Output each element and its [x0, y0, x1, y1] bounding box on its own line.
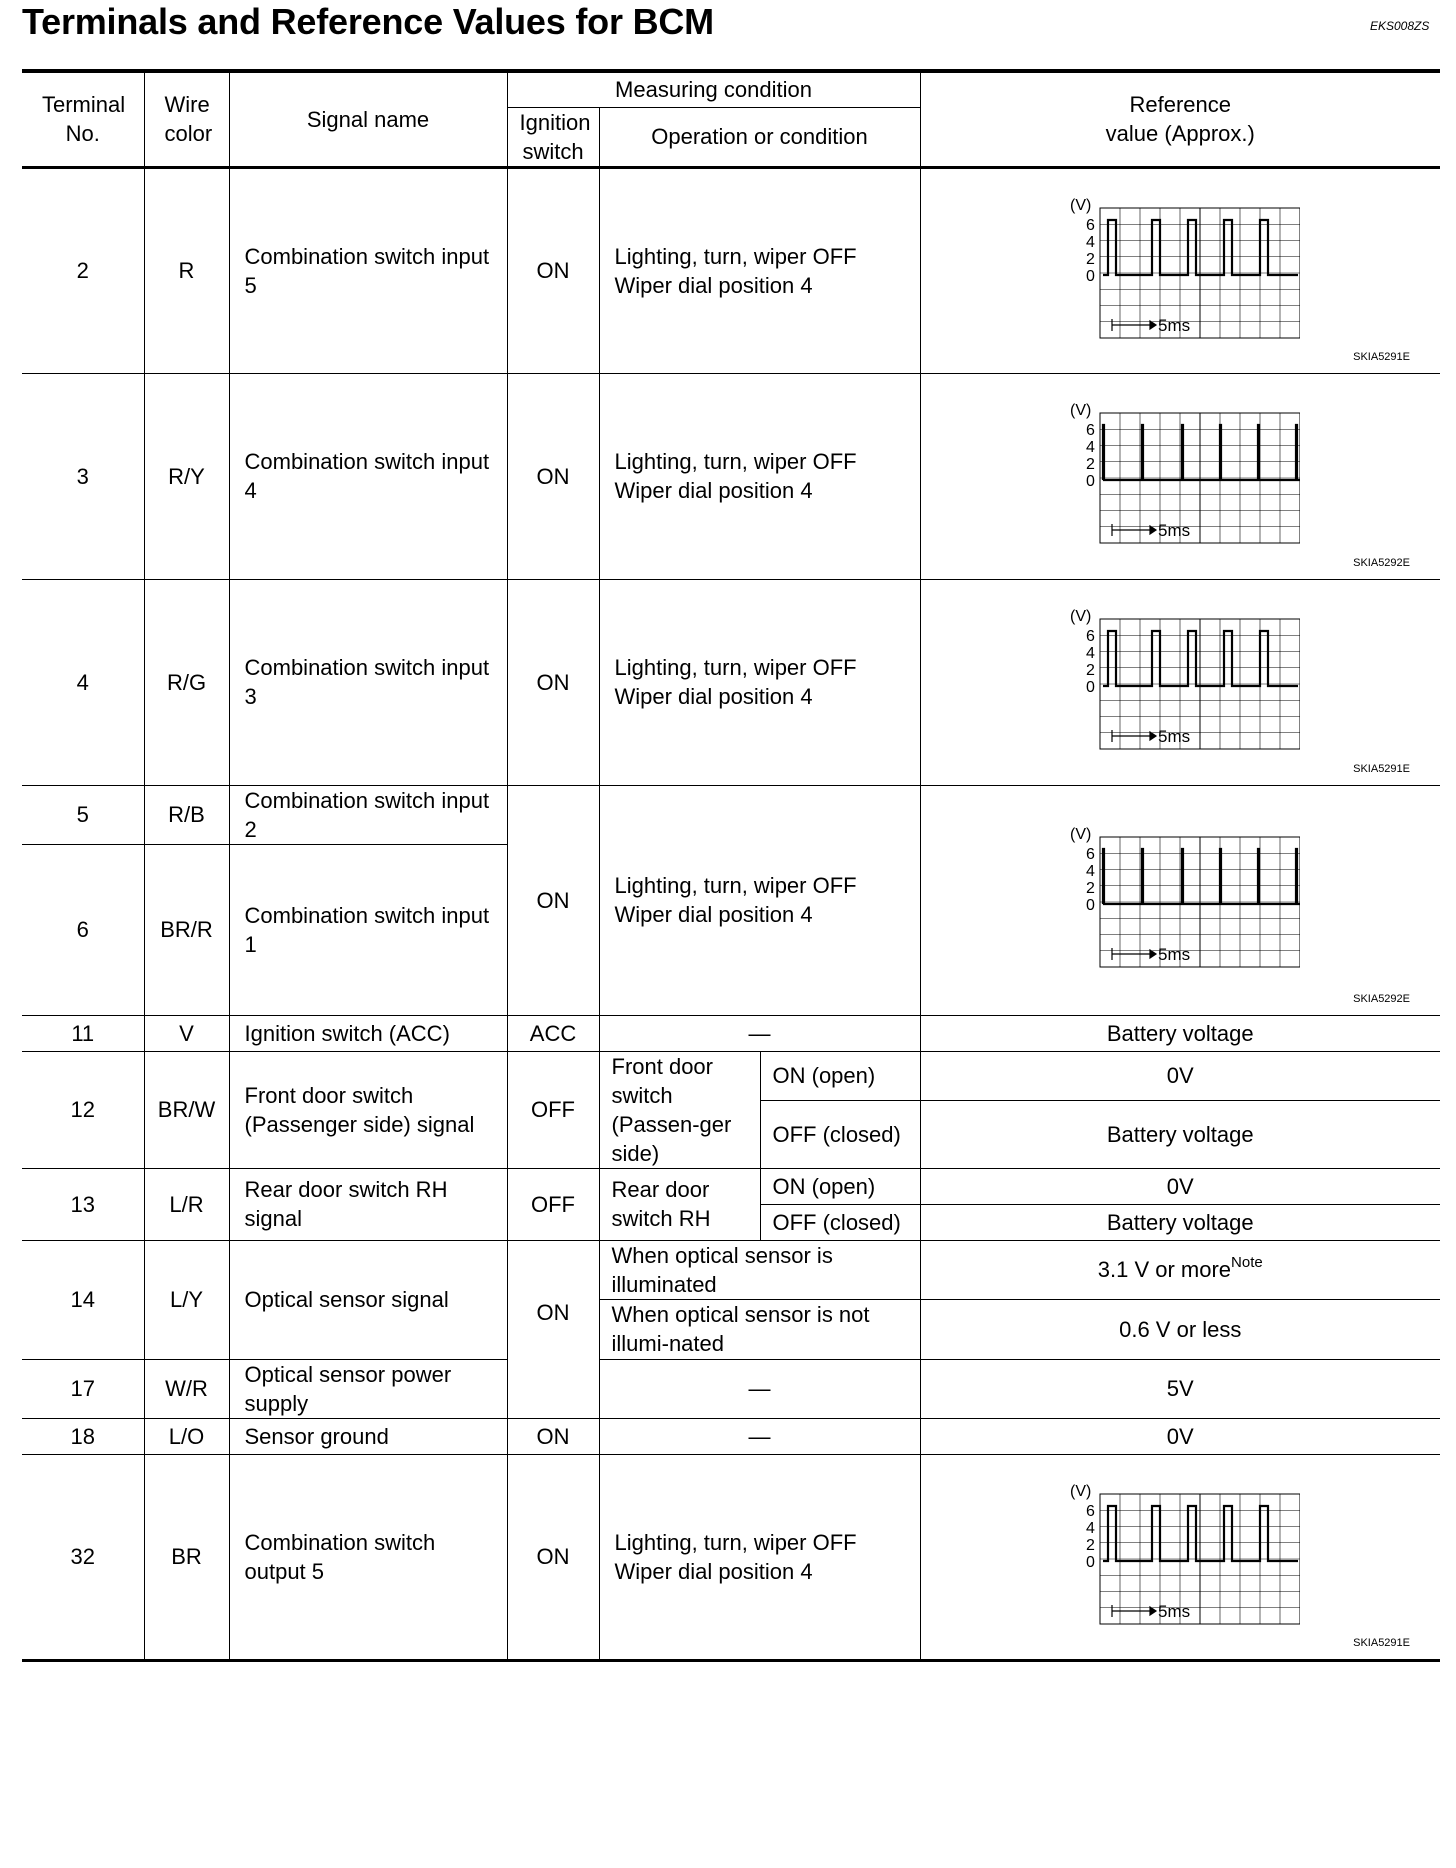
signal-name: Front door switch (Passenger side) signal	[229, 1051, 507, 1168]
operation-line: Lighting, turn, wiper OFF	[614, 243, 857, 269]
table-row	[22, 1240, 1440, 1299]
operation-line: Wiper dial position 4	[614, 478, 813, 503]
reference-graph-cell	[920, 373, 1440, 579]
graph-tick-label: 0	[1086, 679, 1096, 696]
wire-color: L/O	[144, 1418, 229, 1454]
graph-grid	[1100, 837, 1300, 967]
reference-graph-cell	[920, 1454, 1440, 1660]
operation-line: Lighting, turn, wiper OFF	[614, 449, 857, 474]
wire-color: BR/W	[144, 1051, 229, 1168]
waveform-trace	[1103, 849, 1300, 904]
time-scale-arrow	[1112, 524, 1156, 536]
signal-name: Combination switch input 3	[229, 579, 507, 785]
wire-color: R/G	[144, 579, 229, 785]
table-row	[22, 1051, 1440, 1101]
terminal-number: 32	[22, 1454, 144, 1660]
operation-condition	[599, 579, 920, 785]
condition-detail: OFF (closed)	[760, 1101, 920, 1168]
graph-tick-label: 2	[1086, 250, 1096, 268]
header-ignition-switch: Ignition switch	[507, 107, 599, 167]
terminal-number: 4	[22, 579, 144, 785]
graph-tick-label: 2	[1086, 456, 1096, 473]
terminal-number: 12	[22, 1051, 144, 1168]
wire-color: V	[144, 1015, 229, 1051]
header-reference-value: Reference value (Approx.)	[920, 71, 1440, 167]
terminal-number: 2	[22, 167, 144, 373]
signal-name: Optical sensor power supply	[229, 1359, 507, 1418]
waveform-graph	[1060, 595, 1300, 769]
reference-value: 0V	[920, 1051, 1440, 1101]
graph-unit-label: (V)	[1070, 826, 1092, 843]
terminal-number: 17	[22, 1359, 144, 1418]
reference-value: Battery voltage	[920, 1101, 1440, 1168]
signal-name: Combination switch input 5	[229, 167, 507, 373]
graph-tick-label: 6	[1086, 1502, 1096, 1520]
header-operation-condition: Operation or condition	[599, 107, 920, 167]
wire-color: BR/R	[144, 844, 229, 1015]
condition-detail: ON (open)	[760, 1168, 920, 1204]
reference-graph-cell	[920, 167, 1440, 373]
graph-tick-label: 4	[1086, 863, 1096, 880]
header-terminal-no: Terminal No.	[22, 71, 144, 167]
waveform-graph	[1060, 389, 1300, 563]
wire-color: R	[144, 167, 229, 373]
page-title: Terminals and Reference Values for BCM	[22, 1, 714, 42]
operation-line: Wiper dial position 4	[614, 902, 813, 927]
reference-value: 0V	[920, 1168, 1440, 1204]
wire-color: R/Y	[144, 373, 229, 579]
terminal-number: 6	[22, 844, 144, 1015]
signal-name: Combination switch input 4	[229, 373, 507, 579]
graph-tick-label: 6	[1086, 422, 1096, 439]
reference-value: Battery voltage	[920, 1015, 1440, 1051]
signal-name: Combination switch output 5	[229, 1454, 507, 1660]
table-header-row	[22, 71, 1440, 107]
graph-unit-label: (V)	[1070, 608, 1092, 625]
graph-unit-label: (V)	[1070, 196, 1092, 214]
terminal-reference-table	[22, 69, 1440, 1662]
time-scale-label: 5ms	[1158, 945, 1191, 964]
terminal-number: 13	[22, 1168, 144, 1240]
table-row	[22, 579, 1440, 785]
graph-grid	[1100, 619, 1300, 749]
operation-condition: —	[599, 1359, 920, 1418]
reference-value	[920, 1240, 1440, 1299]
graph-tick-label: 0	[1086, 1553, 1096, 1571]
ignition-switch-state: ACC	[507, 1015, 599, 1051]
header-wire-color: Wire color	[144, 71, 229, 167]
wire-color: W/R	[144, 1359, 229, 1418]
graph-tick-label: 4	[1086, 233, 1096, 251]
operation-condition: Front door switch (Passen-ger side)	[599, 1051, 760, 1168]
operation-condition	[599, 373, 920, 579]
graph-tick-label: 4	[1086, 1519, 1096, 1537]
graph-unit-label: (V)	[1070, 402, 1092, 419]
time-scale-arrow	[1112, 730, 1156, 742]
reference-value: 5V	[920, 1359, 1440, 1418]
waveform-graph	[1060, 813, 1300, 987]
ignition-switch-state: ON	[507, 1240, 599, 1418]
graph-code: SKIA5291E	[1353, 350, 1410, 363]
time-scale-arrow	[1112, 1605, 1156, 1617]
table-row	[22, 1418, 1440, 1454]
graph-tick-label: 0	[1086, 473, 1096, 490]
operation-line: Wiper dial position 4	[614, 1558, 813, 1584]
wire-color: L/Y	[144, 1240, 229, 1359]
signal-name: Rear door switch RH signal	[229, 1168, 507, 1240]
graph-tick-label: 4	[1086, 645, 1096, 662]
graph-code: SKIA5292E	[1353, 992, 1410, 1005]
graph-unit-label: (V)	[1070, 1482, 1092, 1500]
operation-condition: —	[599, 1418, 920, 1454]
table-row	[22, 785, 1440, 844]
table-row	[22, 1454, 1440, 1660]
signal-name: Combination switch input 1	[229, 844, 507, 1015]
ignition-switch-state: ON	[507, 167, 599, 373]
table-row	[22, 1015, 1440, 1051]
graph-code: SKIA5291E	[1353, 1636, 1410, 1649]
graph-code: SKIA5291E	[1353, 762, 1410, 775]
operation-condition: Rear door switch RH	[599, 1168, 760, 1240]
signal-name: Ignition switch (ACC)	[229, 1015, 507, 1051]
graph-tick-label: 6	[1086, 628, 1096, 645]
terminal-number: 11	[22, 1015, 144, 1051]
operation-condition	[599, 167, 920, 373]
reference-graph-cell	[920, 579, 1440, 785]
graph-tick-label: 6	[1086, 846, 1096, 863]
operation-condition: When optical sensor is illuminated	[599, 1240, 920, 1299]
operation-condition	[599, 1454, 920, 1660]
graph-grid	[1100, 1494, 1300, 1624]
ignition-switch-state: ON	[507, 373, 599, 579]
graph-tick-label: 0	[1086, 267, 1096, 285]
operation-condition: —	[599, 1015, 920, 1051]
graph-tick-label: 4	[1086, 439, 1096, 456]
graph-grid	[1100, 208, 1300, 338]
document-code: EKS008ZS	[1370, 19, 1430, 33]
ignition-switch-state: ON	[507, 1418, 599, 1454]
graph-tick-label: 2	[1086, 1536, 1096, 1554]
operation-line: Lighting, turn, wiper OFF	[614, 873, 857, 898]
wire-color: L/R	[144, 1168, 229, 1240]
reference-value: 0.6 V or less	[920, 1299, 1440, 1359]
graph-tick-label: 2	[1086, 662, 1096, 679]
ignition-switch-state: OFF	[507, 1051, 599, 1168]
note-marker: Note	[1231, 1253, 1263, 1271]
time-scale-arrow	[1112, 948, 1156, 960]
graph-tick-label: 0	[1086, 897, 1096, 914]
table-row	[22, 373, 1440, 579]
wire-color: BR	[144, 1454, 229, 1660]
ignition-switch-state: ON	[507, 785, 599, 1015]
condition-detail: ON (open)	[760, 1051, 920, 1101]
time-scale-label: 5ms	[1158, 1601, 1191, 1621]
reference-value: Battery voltage	[920, 1204, 1440, 1240]
terminal-number: 3	[22, 373, 144, 579]
signal-name: Combination switch input 2	[229, 785, 507, 844]
condition-detail: OFF (closed)	[760, 1204, 920, 1240]
ignition-switch-state: ON	[507, 1454, 599, 1660]
signal-name: Optical sensor signal	[229, 1240, 507, 1359]
operation-line: Lighting, turn, wiper OFF	[614, 1529, 857, 1555]
terminal-number: 14	[22, 1240, 144, 1359]
ignition-switch-state: ON	[507, 579, 599, 785]
header-signal-name: Signal name	[229, 71, 507, 167]
reference-graph-cell	[920, 785, 1440, 1015]
operation-line: Wiper dial position 4	[614, 272, 813, 298]
waveform-trace	[1103, 425, 1300, 480]
header-measuring-condition: Measuring condition	[507, 71, 920, 107]
table-row	[22, 1359, 1440, 1418]
waveform-graph	[1060, 184, 1300, 358]
operation-condition: When optical sensor is not illumi-nated	[599, 1299, 920, 1359]
terminal-number: 18	[22, 1418, 144, 1454]
time-scale-label: 5ms	[1158, 315, 1191, 335]
graph-code: SKIA5292E	[1353, 556, 1410, 569]
operation-line: Lighting, turn, wiper OFF	[614, 655, 857, 680]
graph-tick-label: 6	[1086, 216, 1096, 234]
table-row	[22, 1168, 1440, 1204]
table-row	[22, 167, 1440, 373]
time-scale-arrow	[1112, 319, 1156, 331]
terminal-number: 5	[22, 785, 144, 844]
reference-value: 0V	[920, 1418, 1440, 1454]
time-scale-label: 5ms	[1158, 727, 1191, 746]
operation-line: Wiper dial position 4	[614, 684, 813, 709]
operation-condition	[599, 785, 920, 1015]
time-scale-label: 5ms	[1158, 521, 1191, 540]
waveform-graph	[1060, 1470, 1300, 1644]
signal-name: Sensor ground	[229, 1418, 507, 1454]
ignition-switch-state: OFF	[507, 1168, 599, 1240]
graph-tick-label: 2	[1086, 880, 1096, 897]
wire-color: R/B	[144, 785, 229, 844]
graph-grid	[1100, 413, 1300, 543]
reference-value-text: 3.1 V or more	[1097, 1257, 1232, 1282]
